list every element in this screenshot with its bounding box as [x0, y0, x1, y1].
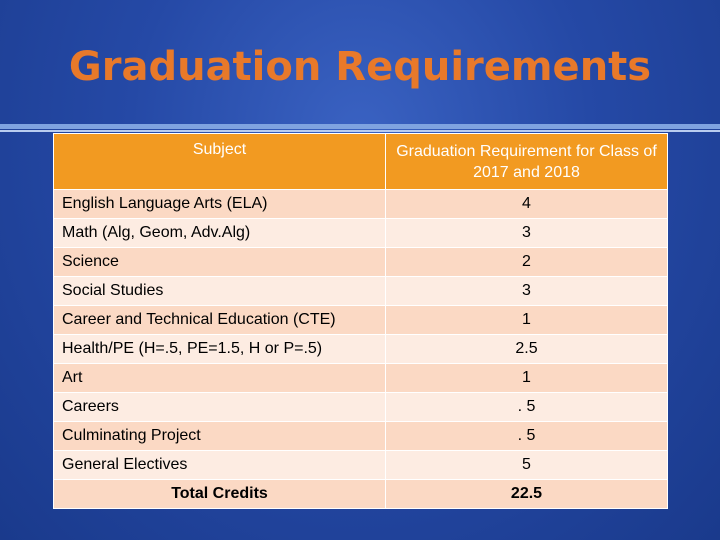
title-divider — [0, 124, 720, 129]
table-row — [54, 364, 668, 393]
table-row — [54, 393, 668, 422]
credits-cell: . 5 — [386, 393, 668, 422]
credits-cell: 1 — [386, 306, 668, 335]
subject-cell: Health/PE (H=.5, PE=1.5, H or P=.5) — [54, 335, 386, 364]
credits-cell: 3 — [386, 219, 668, 248]
subject-cell: English Language Arts (ELA) — [54, 190, 386, 219]
subject-cell: Social Studies — [54, 277, 386, 306]
header-subject: Subject — [54, 134, 386, 190]
credits-cell: . 5 — [386, 422, 668, 451]
table-row — [54, 451, 668, 480]
slide-title: Graduation Requirements — [68, 44, 652, 90]
credits-cell: 3 — [386, 277, 668, 306]
table-row — [54, 277, 668, 306]
requirements-table — [53, 133, 668, 509]
table-row — [54, 248, 668, 277]
credits-cell: 1 — [386, 364, 668, 393]
credits-cell: 2.5 — [386, 335, 668, 364]
subject-cell: Culminating Project — [54, 422, 386, 451]
table-row — [54, 219, 668, 248]
table-row — [54, 190, 668, 219]
subject-cell: General Electives — [54, 451, 386, 480]
total-value: 22.5 — [386, 480, 668, 509]
subject-cell: Science — [54, 248, 386, 277]
subject-cell: Careers — [54, 393, 386, 422]
subject-cell: Career and Technical Education (CTE) — [54, 306, 386, 335]
title-divider-accent — [0, 130, 720, 132]
table-row — [54, 306, 668, 335]
table-row — [54, 422, 668, 451]
table-row — [54, 335, 668, 364]
subject-cell: Math (Alg, Geom, Adv.Alg) — [54, 219, 386, 248]
total-row — [54, 480, 668, 509]
credits-cell: 2 — [386, 248, 668, 277]
header-requirement: Graduation Requirement for Class of 2017 and 2018 — [386, 134, 668, 190]
requirements-table-container — [53, 133, 667, 509]
credits-cell: 5 — [386, 451, 668, 480]
credits-cell: 4 — [386, 190, 668, 219]
total-label: Total Credits — [54, 480, 386, 509]
subject-cell: Art — [54, 364, 386, 393]
table-header-row — [54, 134, 668, 190]
